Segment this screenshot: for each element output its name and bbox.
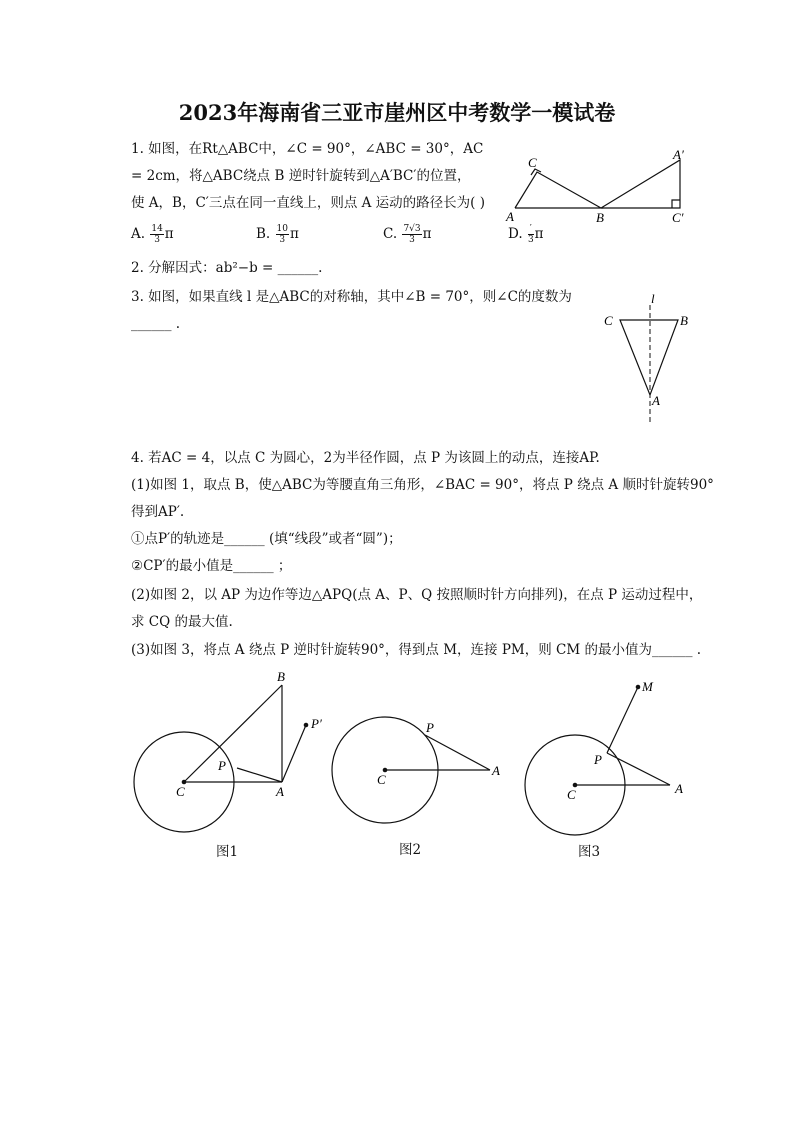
q4-line1: 4. 若AC = 4，以点 C 为圆心，2为半径作圆，点 P 为该圆上的动点，连接AP. <box>131 450 600 466</box>
label-p-prime: P′ <box>311 716 322 731</box>
label-a-prime: A′ <box>673 147 684 162</box>
label-p: P <box>218 758 226 773</box>
segment-pa <box>237 768 282 782</box>
q1-line2: = 2cm，将△ABC绕点 B 逆时针旋转到△A′BC′的位置， <box>131 168 471 184</box>
q1-option-d: D. $\frac{'}{3}$ π <box>508 224 544 245</box>
segment-pm <box>607 687 638 753</box>
label-b: B <box>277 669 285 684</box>
q4-line6: (2)如图 2，以 AP 为边作等边△APQ(点 A、P、Q 按照顺时针方向排列)，在点 P 运动过程中， <box>131 587 703 603</box>
q4-line2: (1)如图 1，取点 B，使△ABC为等腰直角三角形，∠BAC = 90°，将点 P 绕点 A 顺时针旋转90° <box>131 477 714 493</box>
q4-line5: ②CP′的最小值是______ ； <box>131 558 292 574</box>
point-m <box>636 685 641 690</box>
q2-text: 2. 分解因式：ab²−b = ______. <box>131 260 323 276</box>
q4-line3: 得到AP′. <box>131 504 185 520</box>
point-p-prime <box>304 723 309 728</box>
triangle-a-prime-bc-prime <box>601 160 680 208</box>
q4-line8: (3)如图 3，将点 A 绕点 P 逆时针旋转90°，得到点 M，连接 PM，则 CM 的最小值为______ . <box>131 642 702 658</box>
q1-line3: 使 A，B，C′三点在同一直线上，则点 A 运动的路径长为( ) <box>131 195 486 211</box>
label-a: A <box>492 763 500 778</box>
segment-cb <box>184 685 282 782</box>
segment-ap-prime <box>282 725 306 782</box>
q3-line1: 3. 如图，如果直线 l 是△ABC的对称轴，其中∠B = 70°，则∠C的度数为 <box>131 289 572 305</box>
triangle-abc <box>515 172 601 208</box>
q3-figure <box>595 290 705 425</box>
q1-option-b: B. $\frac{10}{3}$ π <box>256 224 299 245</box>
q1-figure <box>500 140 710 230</box>
label-p: P <box>426 720 434 735</box>
page-title: 2023年海南省三亚市崖州区中考数学一模试卷 <box>178 100 616 125</box>
label-c: C <box>567 787 576 802</box>
q1-line1: 1. 如图，在Rt△ABC中，∠C = 90°，∠ABC = 30°，AC <box>131 141 484 157</box>
label-b: B <box>596 210 604 225</box>
q4-figure-1 <box>125 665 335 865</box>
label-a: A <box>276 784 284 799</box>
label-a: A <box>652 393 660 408</box>
q1-option-c: C. $\frac{7√3}{3}$ π <box>383 224 432 245</box>
label-c-prime: C′ <box>672 210 684 225</box>
caption-figure-2: 图2 <box>399 842 422 858</box>
label-l: l <box>651 291 655 306</box>
triangle-abc <box>620 320 678 395</box>
q1-option-a: A. $\frac{14}{3}$ π <box>131 224 174 245</box>
label-a: A <box>506 209 514 224</box>
q4-line7: 求 CQ 的最大值. <box>131 614 233 630</box>
q4-line4: ①点P′的轨迹是______ (填“线段”或者“圆”)； <box>131 531 402 547</box>
label-p: P <box>594 752 602 767</box>
label-a: A <box>675 781 683 796</box>
label-c: C <box>377 772 386 787</box>
q4-figure-3 <box>520 675 720 845</box>
label-b: B <box>680 313 688 328</box>
label-c: C <box>176 784 185 799</box>
label-m: M <box>642 679 653 694</box>
right-angle-mark-c-prime <box>672 200 680 208</box>
q3-line2: ______ . <box>131 316 181 332</box>
caption-figure-1: 图1 <box>216 844 239 860</box>
caption-figure-3: 图3 <box>578 844 601 860</box>
label-c: C <box>604 313 613 328</box>
q4-figure-2 <box>325 700 525 840</box>
segment-pa <box>607 753 670 785</box>
label-c: C <box>528 155 537 170</box>
